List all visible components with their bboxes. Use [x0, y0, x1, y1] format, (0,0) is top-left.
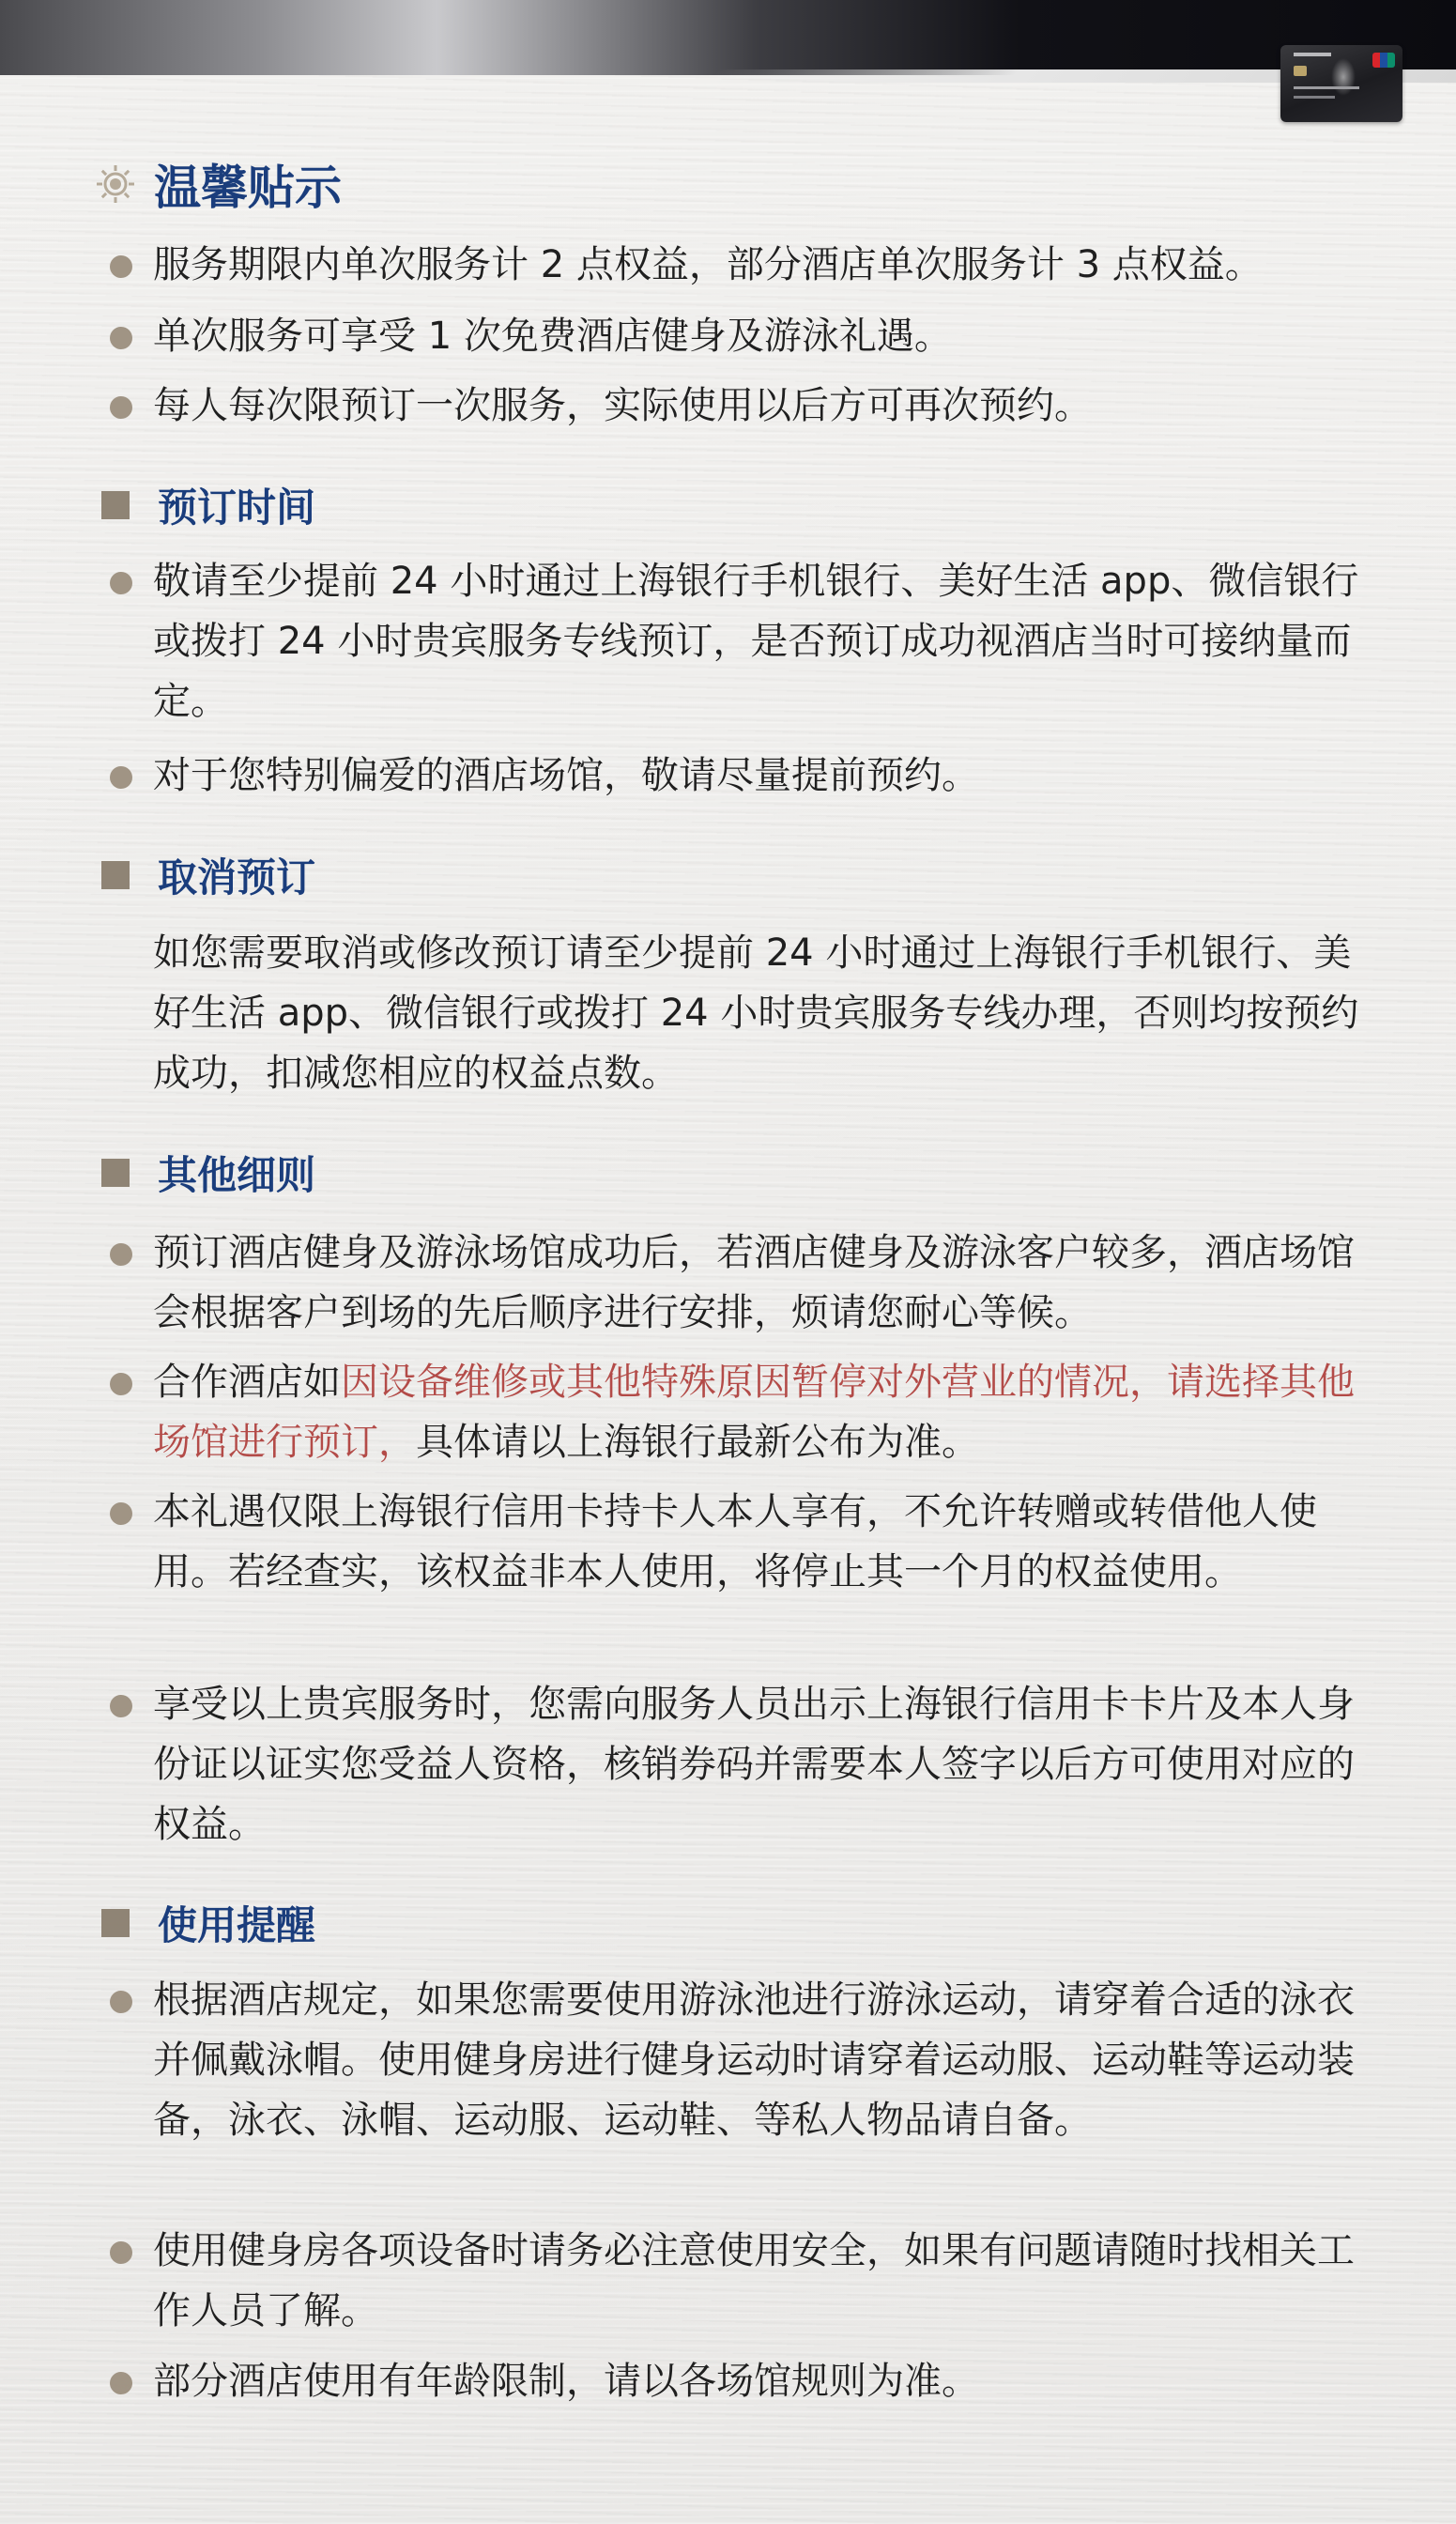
unionpay-logo-icon	[1372, 53, 1395, 68]
bullet-icon	[110, 766, 132, 789]
square-icon	[101, 1159, 130, 1187]
usage-item-3: 部分酒店使用有年龄限制，请以各场馆规则为准。	[153, 2351, 1364, 2411]
other-rules-item-2: 合作酒店如因设备维修或其他特殊原因暂停对外营业的情况，请选择其他场馆进行预订，具体请以上海银行最新公布为准。	[153, 1352, 1364, 1472]
bullet-icon	[110, 1695, 132, 1717]
square-icon	[101, 1909, 130, 1937]
other-rules-item-3: 本礼遇仅限上海银行信用卡持卡人本人享有，不允许转赠或转借他人使用。若经查实，该权益非本人使用，将停止其一个月的权益使用。	[153, 1482, 1364, 1602]
booking-time-title: 预订时间	[158, 485, 316, 531]
bullet-icon	[110, 396, 132, 419]
top-banner	[0, 0, 1456, 75]
card-bank-logo	[1294, 53, 1331, 56]
tips-title: 温馨贴示	[154, 161, 342, 215]
booking-time-item-2: 对于您特别偏爱的酒店场馆，敬请尽量提前预约。	[153, 746, 1364, 806]
booking-time-item-1: 敬请至少提前 24 小时通过上海银行手机银行、美好生活 app、微信银行或拨打 24 小时贵宾服务专线预订，是否预订成功视酒店当时可接纳量而定。	[153, 551, 1364, 731]
tips-heading	[96, 150, 342, 218]
usage-item-2: 使用健身房各项设备时请务必注意使用安全，如果有问题请随时找相关工作人员了解。	[153, 2221, 1364, 2341]
usage-item-1: 根据酒店规定，如果您需要使用游泳池进行游泳运动，请穿着合适的泳衣并佩戴泳帽。使用健身房进行健身运动时请穿着运动服、运动鞋等运动装备，泳衣、泳帽、运动服、运动鞋、等私人物品请自备。	[153, 1970, 1364, 2150]
bullet-icon	[110, 255, 132, 278]
bullet-icon	[110, 1373, 132, 1395]
square-icon	[101, 491, 130, 519]
other-rules-item-4: 享受以上贵宾服务时，您需向服务人员出示上海银行信用卡卡片及本人身份证以证实您受益人资格，核销券码并需要本人签字以后方可使用对应的权益。	[153, 1674, 1364, 1855]
usage-heading	[101, 1895, 315, 1951]
square-icon	[101, 861, 130, 889]
other-rules-item-1: 预订酒店健身及游泳场馆成功后，若酒店健身及游泳客户较多，酒店场馆会根据客户到场的先后顺序进行安排，烦请您耐心等候。	[153, 1223, 1364, 1343]
tips-item-3: 每人每次限预订一次服务，实际使用以后方可再次预约。	[153, 376, 1364, 436]
bullet-icon	[110, 327, 132, 349]
cancel-title: 取消预订	[158, 854, 316, 900]
bullet-icon	[110, 1243, 132, 1266]
sun-icon	[96, 164, 135, 204]
cancel-text: 如您需要取消或修改预订请至少提前 24 小时通过上海银行手机银行、美好生活 app、微信银行或拨打 24 小时贵宾服务专线办理，否则均按预约成功，扣减您相应的权益点数。	[153, 931, 1359, 1095]
cancel-heading	[101, 847, 315, 903]
bullet-icon	[110, 2241, 132, 2264]
credit-card-image	[1280, 45, 1402, 122]
card-sparkle-graphic	[1331, 58, 1356, 96]
bullet-icon	[110, 2372, 132, 2394]
tips-item-2: 单次服务可享受 1 次免费酒店健身及游泳礼遇。	[153, 306, 1364, 366]
card-chip-icon	[1294, 66, 1307, 76]
usage-title: 使用提醒	[158, 1902, 316, 1948]
tips-item-1: 服务期限内单次服务计 2 点权益，部分酒店单次服务计 3 点权益。	[153, 235, 1364, 295]
bullet-icon	[110, 1991, 132, 2013]
highlight-text: 因设备维修或其他特殊原因暂停对外营业的情况，请选择其他场馆进行预订，	[153, 1361, 1355, 1464]
booking-time-heading	[101, 477, 315, 533]
other-rules-title: 其他细则	[158, 1152, 316, 1198]
card-name-strip	[1294, 96, 1335, 99]
bullet-icon	[110, 1502, 132, 1525]
card-number-strip	[1294, 86, 1359, 89]
other-rules-heading	[101, 1145, 315, 1201]
bullet-icon	[110, 572, 132, 594]
